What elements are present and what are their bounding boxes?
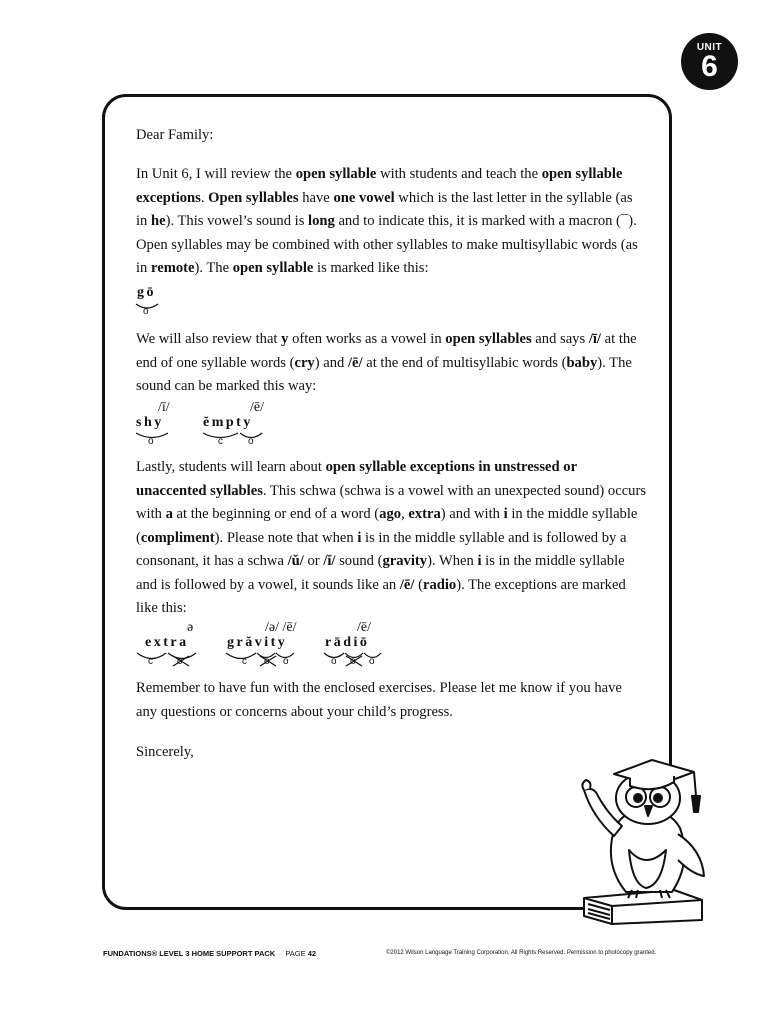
example-radio-code-2: o (350, 656, 356, 667)
footer-copyright: ©2012 Wilson Language Training Corporation. All Rights Reserved. Permission to photocopy granted. (386, 950, 657, 956)
footer-title: FUNDATIONS® LEVEL 3 HOME SUPPORT PACK (103, 949, 276, 958)
text-run: with students and teach the (376, 166, 542, 182)
example-radio-code-3: o (369, 656, 375, 667)
text-run: at the beginning or end of a word ( (172, 506, 380, 522)
owl-graduate-icon (574, 750, 724, 925)
text-run: ). The exceptions are marked like this: (136, 576, 626, 616)
example-extra-code-1: c (148, 656, 153, 667)
example-shy-code: o (148, 436, 154, 447)
text-run: . This schwa (schwa is a vowel with an unexpected sound) occurs with (136, 482, 647, 522)
bold-term: open syllable exceptions (136, 166, 623, 206)
text-run: . (200, 189, 209, 206)
example-shy-word: shy (136, 415, 164, 430)
bold-term: a (165, 506, 173, 522)
example-radio-code-1: o (331, 656, 337, 667)
unit-label: UNIT (696, 42, 723, 53)
bold-term: gravity (382, 553, 428, 569)
bold-term: i (357, 529, 362, 546)
text-run: ). This vowel’s sound is (165, 213, 309, 229)
text-run: We will also review that (136, 331, 282, 347)
bold-term: /ē/ (347, 354, 363, 371)
text-run: ) and with (440, 506, 504, 522)
example-gravity-code-1: c (242, 656, 247, 667)
text-run: and to indicate this, it is marked with a macron (¯). Open syllables may be combined with other syllables to make multisyllabic words (as in (136, 213, 638, 276)
example-empty-sound: /ē/ (250, 400, 264, 415)
greeting: Dear Family: (136, 127, 214, 143)
text-run: or (303, 553, 324, 569)
text-run: is in the middle syllable and is followed by a vowel, it sounds like an (136, 553, 625, 593)
bold-term: baby (566, 354, 598, 371)
example-go-word: gō (137, 285, 156, 300)
text-run: sound ( (335, 553, 383, 569)
closing: Sincerely, (136, 744, 194, 760)
bold-term: /ŭ/ (287, 553, 304, 569)
bold-term: Open syllables (208, 189, 299, 206)
text-run: ). The sound can be marked this way: (136, 354, 632, 394)
bold-term: y (281, 331, 289, 347)
unit-number: 6 (701, 50, 718, 83)
text-run: Lastly, students will learn about (136, 459, 326, 475)
bold-term: i (503, 506, 508, 522)
example-radio-sound: /ē/ (357, 620, 371, 635)
text-run: is marked like this: (313, 260, 429, 276)
example-go-code: o (143, 306, 149, 317)
text-run: ). When (427, 553, 478, 569)
example-gravity-code-2: o (264, 656, 270, 667)
text-run: in the middle syllable ( (136, 506, 638, 546)
text-run: In Unit 6, I will review the (136, 166, 296, 182)
bold-term: compliment (140, 529, 215, 546)
example-gravity-code-3: o (283, 656, 289, 667)
example-empty-code-1: c (218, 436, 223, 447)
example-gravity-word: grăvity (227, 635, 288, 650)
bold-term: long (308, 213, 335, 229)
bold-term: /ē/ (399, 576, 415, 593)
bold-term: ago (379, 506, 402, 522)
bold-term: /ī/ (588, 331, 601, 347)
footer-page-label: PAGE (285, 949, 306, 958)
bold-term: remote (151, 260, 195, 276)
bold-term: open syllable (295, 166, 377, 182)
bold-term: radio (422, 576, 457, 593)
text-run: ). Please note that when (214, 529, 358, 546)
example-gravity-sound: /ə/ /ē/ (265, 620, 297, 635)
text-run: at the end of multisyllabic words ( (362, 354, 567, 371)
text-run: is in the middle syllable and is followed by a consonant, it has a schwa (136, 529, 627, 569)
example-shy-sound: /ī/ (158, 400, 170, 415)
footer-page (285, 949, 316, 958)
example-empty-word: ĕmpty (203, 415, 253, 430)
paragraph-closing-note: Remember to have fun with the enclosed exercises. Please let me know if you have any questions or concerns about your child’s progress. (136, 680, 622, 720)
bold-term: /ĭ/ (323, 553, 336, 569)
bold-term: he (151, 213, 166, 229)
text-run: , (401, 506, 409, 522)
text-run: which is the last letter in the syllable (as in (136, 189, 633, 229)
footer-page-number: 42 (307, 949, 317, 958)
example-radio-word: rādiō (325, 635, 370, 650)
bold-term: open syllable (232, 260, 314, 276)
text-run: and says (531, 331, 589, 347)
text-run: ). The (194, 260, 233, 276)
text-run: ( (414, 576, 423, 593)
bold-term: cry (294, 354, 315, 371)
bold-term: open syllable exceptions in unstressed or unaccented syllables (136, 459, 577, 499)
bold-term: one vowel (333, 189, 395, 206)
text-run: have (298, 189, 334, 206)
text-run: ) and (314, 354, 348, 371)
bold-term: open syllables (445, 331, 532, 347)
example-empty-code-2: o (248, 436, 254, 447)
example-extra-word: extra (145, 635, 189, 650)
bold-term: i (477, 553, 482, 569)
text-run: at the end of one syllable words ( (136, 331, 637, 371)
bold-term: extra (408, 506, 441, 522)
example-extra-code-2: o (177, 656, 183, 667)
example-extra-sound: ə (187, 620, 194, 635)
footer-left (103, 949, 316, 958)
text-run: often works as a vowel in (288, 331, 446, 347)
